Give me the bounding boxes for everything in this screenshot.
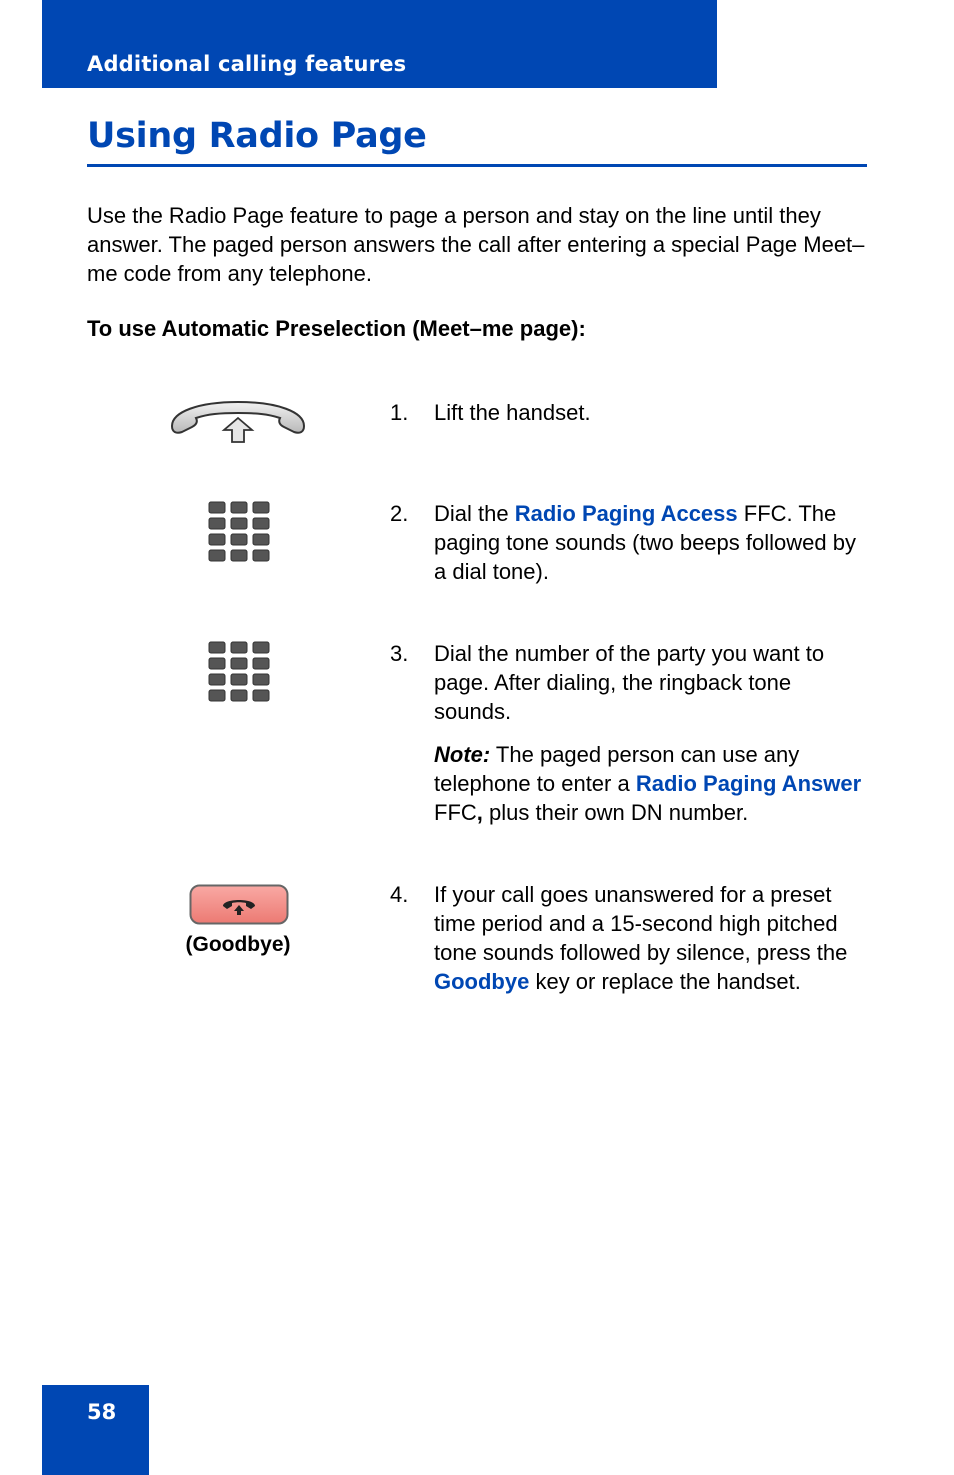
step-text-post: key or replace the handset. bbox=[529, 969, 801, 994]
ffc-keyword: Radio Paging Answer bbox=[635, 771, 862, 796]
note-text-mid: FFC bbox=[434, 800, 477, 825]
step-number: 4. bbox=[390, 882, 409, 907]
page-number: 58 bbox=[87, 1400, 117, 1424]
procedure-heading: To use Automatic Preselection (Meet–me page): bbox=[87, 316, 586, 341]
page-number-box bbox=[42, 1385, 149, 1475]
section-title: Additional calling features bbox=[87, 52, 407, 76]
step-text bbox=[434, 880, 870, 996]
ffc-keyword: Radio Paging Access bbox=[514, 501, 738, 526]
note-label: Note: bbox=[434, 742, 491, 767]
step-3 bbox=[390, 639, 870, 827]
note-text-pre: The paged person can use any telephone to enter a bbox=[434, 742, 800, 796]
step-text-pre: Dial the bbox=[434, 501, 515, 526]
step-text bbox=[434, 499, 870, 586]
step-2 bbox=[390, 499, 870, 586]
step-note bbox=[434, 740, 870, 827]
step-text: Dial the number of the party you want to page. After dialing, the ringback tone sounds. bbox=[434, 641, 825, 724]
goodbye-keyword: Goodbye bbox=[434, 969, 530, 994]
note-comma: , bbox=[476, 800, 483, 825]
goodbye-key-icon bbox=[189, 884, 289, 926]
header-bar bbox=[42, 0, 717, 88]
title-rule bbox=[87, 164, 867, 167]
handset-lift-icon bbox=[168, 396, 308, 444]
step-text: Lift the handset. bbox=[434, 400, 591, 425]
step-number: 2. bbox=[390, 501, 409, 526]
step-text-pre: If your call goes unanswered for a preset time period and a 15-second high pitched tone sounds followed by silence, press the bbox=[434, 882, 848, 965]
goodbye-label: (Goodbye) bbox=[185, 933, 291, 956]
step-1 bbox=[390, 398, 870, 427]
dialpad-icon bbox=[208, 501, 270, 563]
step-number: 1. bbox=[390, 400, 409, 425]
note-text-post: plus their own DN number. bbox=[482, 800, 749, 825]
step-4 bbox=[390, 880, 870, 996]
dialpad-icon bbox=[208, 641, 270, 703]
step-text-post: FFC. The paging tone sounds (two beeps followed by a dial tone). bbox=[434, 501, 856, 584]
intro-paragraph: Use the Radio Page feature to page a person and stay on the line until they answer. The paged person answers the call after entering a special Page Meet–me code from any telephone. bbox=[87, 203, 865, 286]
page-title: Using Radio Page bbox=[87, 116, 427, 156]
step-number: 3. bbox=[390, 641, 409, 666]
